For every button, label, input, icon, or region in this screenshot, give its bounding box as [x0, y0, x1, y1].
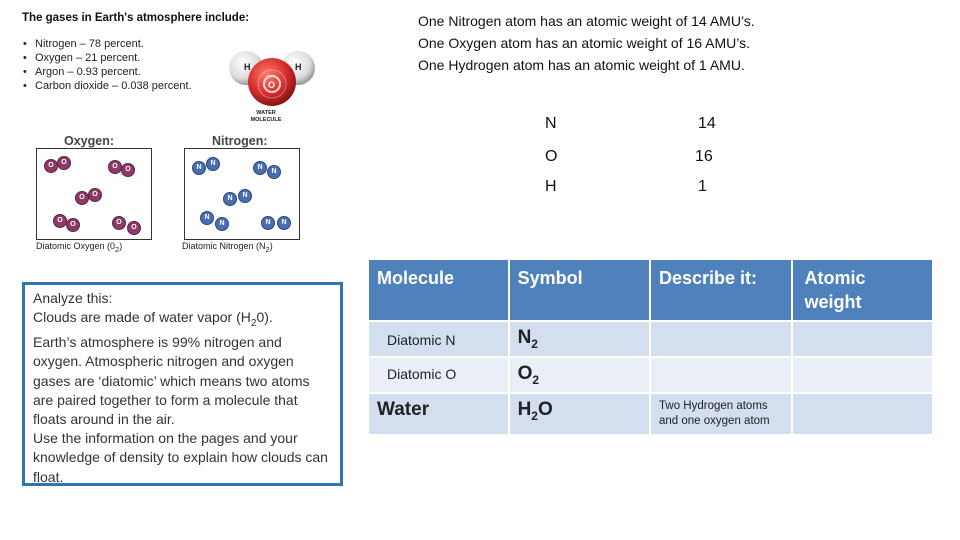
weight-symbol-o: O [545, 148, 558, 165]
gas-item-nitrogen: • Nitrogen – 78 percent. [22, 37, 192, 51]
h-label-right: H [295, 62, 302, 72]
cell-atomic-weight[interactable] [792, 357, 933, 393]
gas-item-argon: • Argon – 0.93 percent. [22, 65, 192, 79]
header-atomic-weight: Atomic weight [792, 259, 933, 321]
fact-oxygen: One Oxygen atom has an atomic weight of 16 AMU’s. [418, 35, 751, 51]
oxygen-atom: O [75, 191, 89, 205]
oxygen-atom: O [66, 218, 80, 232]
atomic-weight-facts [418, 10, 755, 76]
nitrogen-atom: N [253, 161, 267, 175]
cell-molecule: Diatomic O [368, 357, 509, 393]
gas-item-oxygen: • Oxygen – 21 percent. [22, 51, 192, 65]
nitrogen-diagram-label: Nitrogen: [212, 134, 268, 148]
analyze-instructions: Use the information on the pages and your knowledge of density to explain how clouds can float. [33, 430, 328, 485]
table-row [368, 357, 933, 393]
cell-symbol: $N_2$ [509, 321, 650, 357]
o-label: O [268, 80, 276, 90]
gas-item-carbon-dioxide: • Carbon dioxide – 0.038 percent. [22, 79, 192, 93]
cell-symbol: $H_2O$ [509, 393, 650, 435]
cell-molecule: Diatomic N [368, 321, 509, 357]
gases-title: The gases in Earth's atmosphere include: [22, 12, 250, 24]
oxygen-atom: O [57, 156, 71, 170]
header-molecule: Molecule [368, 259, 509, 321]
cell-describe[interactable] [650, 357, 792, 393]
header-describe: Describe it: [650, 259, 792, 321]
cell-describe[interactable]: Two Hydrogen atoms and one oxygen atom [650, 393, 792, 435]
oxygen-diagram-box [36, 148, 152, 240]
nitrogen-atom: N [267, 165, 281, 179]
water-molecule-caption: WATER MOLECULE [250, 110, 282, 123]
weight-value-h: 1 [698, 178, 707, 195]
weight-symbol-h: H [545, 178, 557, 195]
molecule-table [367, 258, 934, 436]
weight-symbol-n: N [545, 115, 557, 132]
nitrogen-atom: N [238, 189, 252, 203]
nitrogen-atom: N [200, 211, 214, 225]
table-row [368, 393, 933, 435]
cell-atomic-weight[interactable] [792, 393, 933, 435]
header-symbol: Symbol [509, 259, 650, 321]
oxygen-diagram-label: Oxygen: [64, 134, 115, 148]
analyze-clouds-line: Clouds are made of water vapor $(H_20)$. [33, 309, 273, 329]
cell-symbol: $O_2$ [509, 357, 650, 393]
nitrogen-atom: N [277, 216, 291, 230]
analyze-body: Earth’s atmosphere is 99% nitrogen and oxygen. Atmospheric nitrogen and oxygen gases are ‘diatomic’ which means two atoms are paired together to form a molecule that floats around in the air. [33, 334, 310, 428]
cell-atomic-weight[interactable] [792, 321, 933, 357]
oxygen-atom: O [108, 160, 122, 174]
oxygen-atom: O [53, 214, 67, 228]
cell-molecule: Water [368, 393, 509, 435]
table-header-row [368, 259, 933, 321]
nitrogen-atom: N [192, 161, 206, 175]
nitrogen-atom: N [215, 217, 229, 231]
nitrogen-diagram-box [184, 148, 300, 240]
oxygen-atom: O [88, 188, 102, 202]
nitrogen-diagram-caption: Diatomic Nitrogen $(N_2)$ [182, 241, 273, 254]
fact-nitrogen: One Nitrogen atom has an atomic weight of 14 AMU’s. [418, 13, 755, 29]
gas-list [22, 37, 192, 93]
nitrogen-atom: N [261, 216, 275, 230]
analyze-heading: Analyze this: [33, 290, 113, 306]
oxygen-atom: O [44, 159, 58, 173]
oxygen-diagram-caption: Diatomic Oxygen $(0_2)$ [36, 241, 123, 254]
cell-describe[interactable] [650, 321, 792, 357]
fact-hydrogen: One Hydrogen atom has an atomic weight of 1 AMU. [418, 57, 745, 73]
analyze-text-box [22, 282, 343, 486]
nitrogen-atom: N [223, 192, 237, 206]
nitrogen-atom: N [206, 157, 220, 171]
h-label-left: H [244, 62, 251, 72]
table-row [368, 321, 933, 357]
weight-value-n: 14 [698, 115, 716, 132]
weight-value-o: 16 [695, 148, 713, 165]
oxygen-atom: O [121, 163, 135, 177]
oxygen-atom: O [127, 221, 141, 235]
oxygen-atom: O [112, 216, 126, 230]
